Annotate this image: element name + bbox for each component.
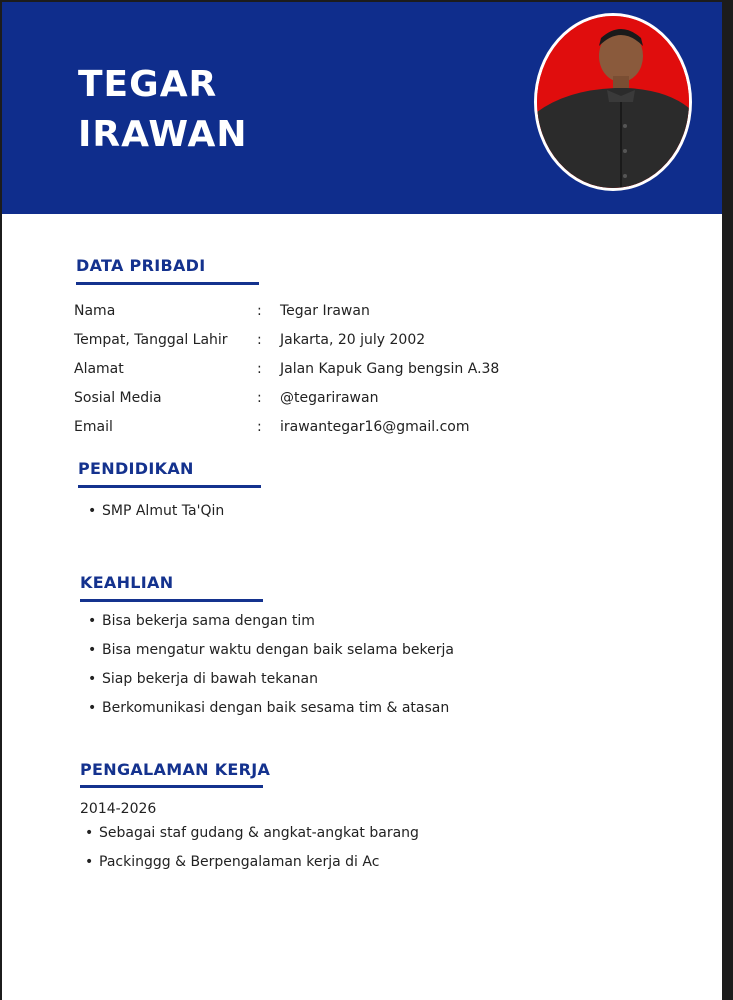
label-nama: Nama: [74, 303, 116, 319]
personal-data-rule: [76, 282, 259, 285]
experience-rule: [80, 785, 263, 788]
list-item: • Packinggg & Berpengalaman kerja di Ac: [99, 854, 379, 870]
first-name: TEGAR: [78, 64, 218, 105]
skills-title: KEAHLIAN: [80, 573, 174, 592]
experience-title: PENGALAMAN KERJA: [80, 760, 271, 779]
colon: :: [257, 332, 262, 348]
header-banner: [2, 2, 722, 214]
experience-period: 2014-2026: [80, 801, 157, 817]
label-email: Email: [74, 419, 113, 435]
education-title: PENDIDIKAN: [78, 459, 194, 478]
label-alamat: Alamat: [74, 361, 124, 377]
resume-page: [2, 2, 722, 1000]
colon: :: [257, 303, 262, 319]
viewer-background: [722, 0, 733, 1000]
label-ttl: Tempat, Tanggal Lahir: [74, 332, 228, 348]
profile-photo: [534, 13, 692, 191]
value-nama: Tegar Irawan: [280, 303, 370, 319]
person-portrait-icon: [537, 16, 689, 188]
colon: :: [257, 419, 262, 435]
list-item: • Berkomunikasi dengan baik sesama tim & atasan: [102, 700, 449, 716]
list-item: • SMP Almut Ta'Qin: [102, 503, 224, 519]
full-name: [78, 60, 247, 160]
list-item: • Bisa mengatur waktu dengan baik selama bekerja: [102, 642, 454, 658]
colon: :: [257, 390, 262, 406]
label-sosmed: Sosial Media: [74, 390, 162, 406]
colon: :: [257, 361, 262, 377]
personal-data-title: DATA PRIBADI: [76, 256, 206, 275]
education-rule: [78, 485, 261, 488]
value-email: irawantegar16@gmail.com: [280, 419, 470, 435]
last-name: IRAWAN: [78, 114, 248, 155]
list-item: • Bisa bekerja sama dengan tim: [102, 613, 315, 629]
skills-rule: [80, 599, 263, 602]
list-item: • Siap bekerja di bawah tekanan: [102, 671, 318, 687]
value-sosmed: @tegarirawan: [280, 390, 379, 406]
value-ttl: Jakarta, 20 july 2002: [280, 332, 426, 348]
value-alamat: Jalan Kapuk Gang bengsin A.38: [280, 361, 500, 377]
list-item: • Sebagai staf gudang & angkat-angkat barang: [99, 825, 419, 841]
